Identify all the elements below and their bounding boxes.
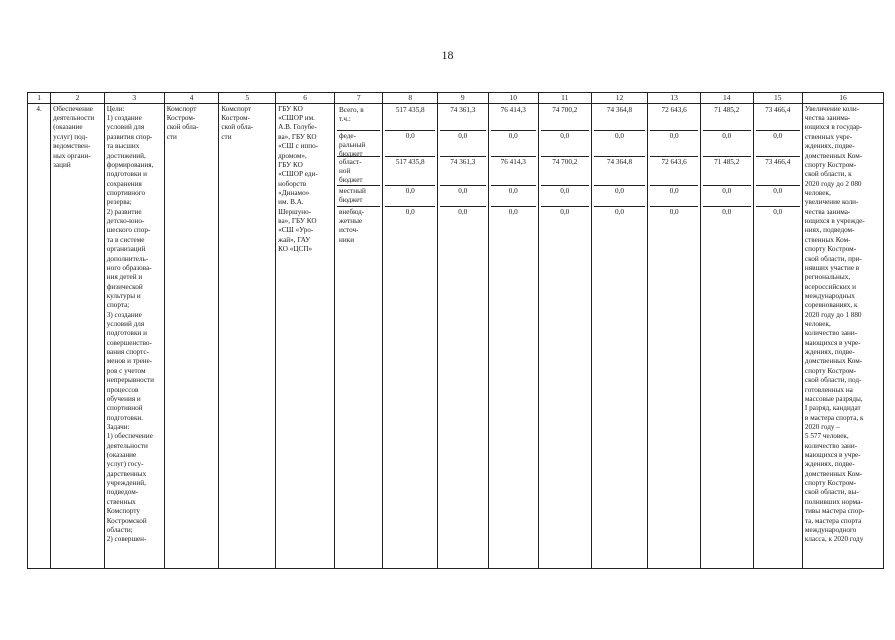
row-index: 4. <box>28 103 51 568</box>
col-number: 12 <box>591 93 648 104</box>
funding-values-total <box>383 103 438 568</box>
col-number: 6 <box>276 93 335 104</box>
funding-value: 74 364,8 <box>606 157 633 166</box>
program-table <box>27 92 884 569</box>
col-number: 3 <box>104 93 164 104</box>
funding-values-year-5 <box>648 103 701 568</box>
table-row <box>28 103 884 568</box>
funding-source-label: феде- ральный бюджет <box>339 131 366 159</box>
col-number: 14 <box>700 93 753 104</box>
funding-value: 0,0 <box>560 131 570 140</box>
funding-value: 0,0 <box>560 207 570 216</box>
funding-value: 73 466,4 <box>765 157 791 166</box>
funding-source-cell <box>335 103 383 568</box>
funding-source-label: Всего, в т.ч.: <box>339 105 364 124</box>
col-number: 8 <box>383 93 438 104</box>
funding-value: 76 414,3 <box>500 157 526 166</box>
column-number-row <box>28 93 884 104</box>
funding-source-label: внебюд- жетные источ- ники <box>339 207 365 244</box>
responsible-executor-cell: Комспорт Костром- ской обла- сти <box>164 103 219 568</box>
funding-value: 0,0 <box>508 186 518 195</box>
funding-value: 74 700,2 <box>552 105 578 114</box>
col-number: 11 <box>538 93 591 104</box>
col-number: 7 <box>335 93 383 104</box>
funding-value: 517 435,8 <box>395 105 425 114</box>
funding-values-year-6 <box>700 103 753 568</box>
funding-value: 0,0 <box>614 186 624 195</box>
col-number: 4 <box>164 93 219 104</box>
goals-tasks-cell: Цели: 1) создание условий для развития спор- та высших достижений, формирования, подготовки и сохранения спортивного резерва; 2) развитие детско-юно- шеского спор- та в системе организаций дополнитель- ного образова- ния детей и физической культуры и спорта; 3) создание условий для подготовки и совершенство- вания спортс- менов и трене- ров с учетом непрерывности процессов обучения и спортивной подготовки. Задачи: 1) обеспечение деятельности (оказание услуг) госу- дарственных учреждений, подведом- ственных Комспорту Костромской области; 2) совершен- <box>104 103 164 568</box>
funding-values-year-1 <box>438 103 488 568</box>
expected-results-cell: Увеличение коли- чества занима- ющихся в государ- ственных учре- ждениях, подве- домственных Ком- спорту Костром- ской области, к 2020 году до 2 080 человек, увеличение коли- чества занима- ющихся в учрежде- ниях, подведом- ственных Ком- спорту Костром- ской области, при- нявших участие в региональных, всероссийских и международных соревнованиях, к 2020 году до 1 880 человек, количество зани- мающихся в учре- ждениях, подве- домственных Ком- спорту Костром- ской области, под- готовленных на массовые разряды, I разряд, кандидат в мастера спорта, к 2020 году – 5 577 человек, количество зани- мающихся в учре- ждениях, подве- домственных Ком- спорту Костром- ской области, вы- полнивших норма- тивы мастера спор- та, мастера спорта международного класса, к 2020 году <box>802 103 883 568</box>
page-number: 18 <box>441 48 454 62</box>
participants-cell: ГБУ КО «СШОР им. А.В. Голубе- ва», ГБУ КО «СШ с иппо- дромом», ГБУ КО «СШОР еди- ноборств «Динамо» им. В.А. Шершуно- ва», ГБУ КО «СШ «Уро- жай», ГАУ КО «ЦСП» <box>276 103 335 568</box>
funding-value: 0,0 <box>405 186 415 195</box>
col-number: 16 <box>802 93 883 104</box>
funding-value: 0,0 <box>458 207 468 216</box>
funding-value: 76 414,3 <box>500 105 526 114</box>
col-number: 9 <box>438 93 488 104</box>
funding-values-year-7 <box>753 103 802 568</box>
funding-value: 71 485,2 <box>714 105 740 114</box>
col-number: 10 <box>488 93 538 104</box>
funding-value: 0,0 <box>669 131 679 140</box>
funding-source-label: област- ной бюджет <box>339 157 363 185</box>
funding-value: 74 361,3 <box>450 105 476 114</box>
funding-value: 74 364,8 <box>606 105 633 114</box>
funding-value: 0,0 <box>722 131 732 140</box>
funding-value: 0,0 <box>614 207 624 216</box>
funding-value: 0,0 <box>508 131 518 140</box>
coexecutor-cell: Комспорт Костром- ской обла- сти <box>219 103 276 568</box>
funding-value: 0,0 <box>722 186 732 195</box>
funding-value: 0,0 <box>773 131 783 140</box>
funding-value: 73 466,4 <box>765 105 791 114</box>
funding-values-year-4 <box>591 103 648 568</box>
funding-value: 74 700,2 <box>552 157 578 166</box>
funding-value: 0,0 <box>614 131 624 140</box>
col-number: 2 <box>51 93 105 104</box>
col-number: 13 <box>648 93 701 104</box>
funding-value: 0,0 <box>669 207 679 216</box>
col-number: 5 <box>219 93 276 104</box>
funding-value: 0,0 <box>560 186 570 195</box>
activity-name-cell: Обеспечение деятельности (оказание услуг) под- ведомствен- ных органи- заций <box>51 103 105 568</box>
funding-value: 0,0 <box>458 131 468 140</box>
funding-value: 517 435,8 <box>395 157 425 166</box>
funding-value: 0,0 <box>405 207 415 216</box>
col-number: 1 <box>28 93 51 104</box>
funding-value: 0,0 <box>773 186 783 195</box>
funding-value: 0,0 <box>508 207 518 216</box>
funding-value: 72 643,6 <box>661 157 687 166</box>
funding-value: 0,0 <box>773 207 783 216</box>
funding-values-year-2 <box>488 103 538 568</box>
funding-value: 74 361,3 <box>450 157 476 166</box>
funding-value: 0,0 <box>405 131 415 140</box>
funding-value: 0,0 <box>722 207 732 216</box>
col-number: 15 <box>753 93 802 104</box>
funding-source-label: местный бюджет <box>339 186 366 205</box>
funding-value: 72 643,6 <box>661 105 687 114</box>
funding-value: 71 485,2 <box>714 157 740 166</box>
funding-values-year-3 <box>538 103 591 568</box>
funding-value: 0,0 <box>458 186 468 195</box>
funding-value: 0,0 <box>669 186 679 195</box>
